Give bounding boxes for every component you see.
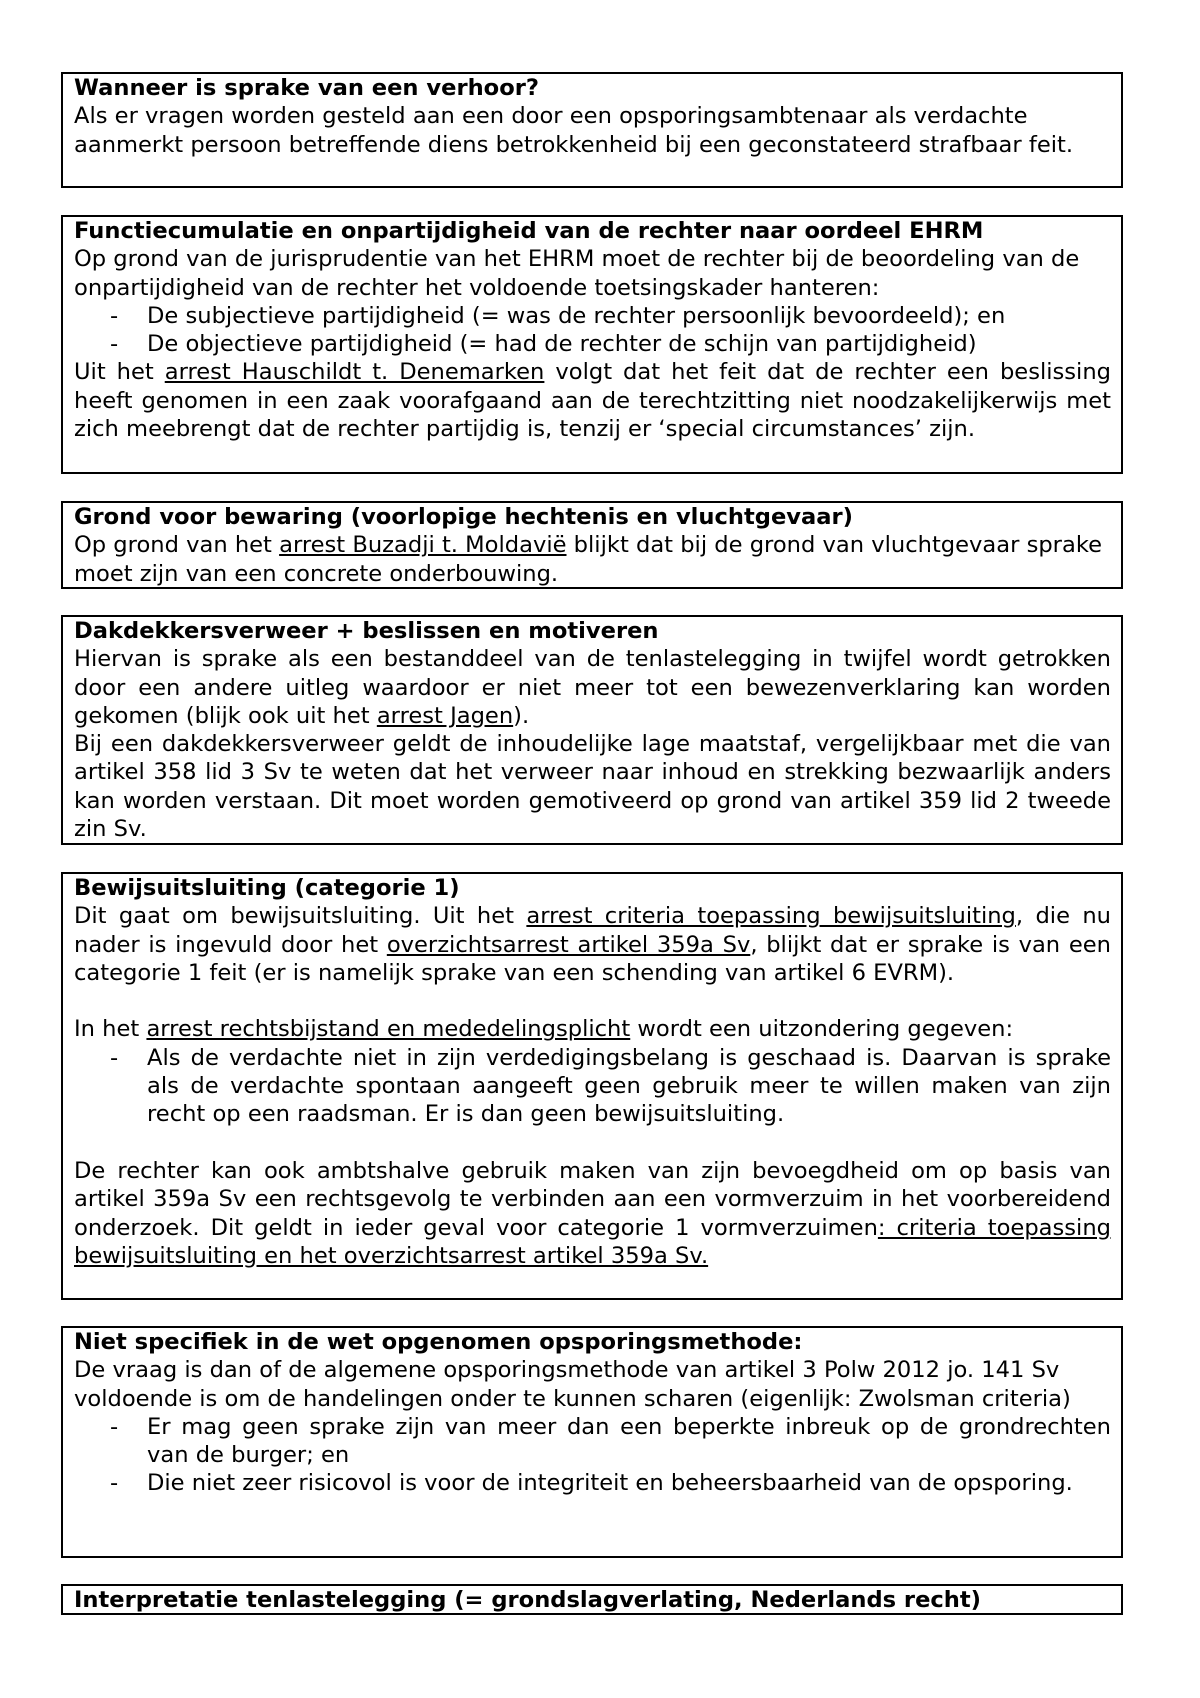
text-span: volgt dat het feit dat de rechter een beslissing heeft genomen in een zaak voorafgaand aan de terechtzitting niet noodzakelijkerwijs met zich meebrengt dat de rechter partijdig is, tenzij er ‘special circumstances’ zijn.: [74, 359, 1111, 443]
section-paragraph: [74, 645, 1111, 730]
list-item: - De subjectieve partijdigheid (= was de rechter persoonlijk bevoordeeld); en: [74, 302, 1111, 330]
section-verhoor: [61, 72, 1123, 188]
list-item: - De objectieve partijdigheid (= had de rechter de schijn van partijdigheid): [74, 330, 1111, 358]
list-item: - Er mag geen sprake zijn van meer dan een beperkte inbreuk op de grondrechten van de burger; en: [74, 1413, 1111, 1470]
section-title: Bewijsuitsluiting (categorie 1): [74, 875, 460, 901]
section-intro: De vraag is dan of de algemene opsporingsmethode van artikel 3 Polw 2012 jo. 141 Sv voldoende is om de handelingen onder te kunnen scharen (eigenlijk: Zwolsman criteria): [74, 1357, 1071, 1412]
text-span: In het: [74, 1016, 147, 1043]
text-span: ).: [513, 702, 530, 729]
section-functiecumulatie: [61, 215, 1123, 474]
text-span: De rechter kan ook ambtshalve gebruik maken van zijn bevoegdheid om op basis van artikel 359a Sv een rechtsgevolg te verbinden aan een vormverzuim in het voorbereidend onderzoek. Dit geldt in ieder geval voor categorie 1 vormverzuimen: [74, 1157, 1111, 1241]
section-paragraph: [74, 358, 1111, 443]
section-paragraph: [74, 1157, 1111, 1270]
text-span: blijkt dat bij de grond van vluchtgevaar sprake moet zijn van een concrete onderbouwing.: [74, 532, 1102, 587]
bullet-list: [74, 302, 1111, 359]
section-opsporingsmethode: [61, 1326, 1123, 1558]
case-reference-link: arrest Hauschildt t. Denemarken: [164, 359, 545, 386]
list-item: - Die niet zeer risicovol is voor de integriteit en beheersbaarheid van de opsporing.: [74, 1469, 1111, 1497]
text-span: , die nu nader is ingevuld door het: [74, 903, 1111, 958]
section-paragraph: [74, 1015, 1111, 1043]
text-span: wordt een uitzondering gegeven:: [630, 1016, 1014, 1043]
section-title: Dakdekkersverweer + beslissen en motiveren: [74, 618, 659, 644]
section-title: Wanneer is sprake van een verhoor?: [74, 75, 539, 101]
case-reference-link: arrest rechtsbijstand en mededelingsplicht: [146, 1016, 631, 1043]
section-title: Interpretatie tenlastelegging (= grondslagverlating, Nederlands recht): [74, 1587, 982, 1613]
text-span: Uit het: [74, 359, 165, 386]
section-text: Als er vragen worden gesteld aan een door een opsporingsambtenaar als verdachte aanmerkt persoon betreffende diens betrokkenheid bij een geconstateerd strafbaar feit.: [74, 103, 1074, 158]
section-dakdekkersverweer: [61, 615, 1123, 845]
section-title: Grond voor bewaring (voorlopige hechtenis en vluchtgevaar): [74, 504, 853, 530]
case-reference-link: arrest criteria toepassing bewijsuitsluiting: [526, 903, 1016, 930]
section-title: Functiecumulatie en onpartijdigheid van de rechter naar oordeel EHRM: [74, 218, 984, 244]
text-span: Hiervan is sprake als een bestanddeel van de tenlastelegging in twijfel wordt getrokken door een andere uitleg waardoor er niet meer tot een bewezenverklaring kan worden gekomen (blijk ook uit het: [74, 646, 1111, 729]
section-paragraph: [74, 531, 1111, 588]
case-reference-link: overzichtsarrest artikel 359a Sv: [386, 931, 751, 958]
section-interpretatie: [61, 1584, 1123, 1615]
section-paragraph: Bij een dakdekkersverweer geldt de inhoudelijke lage maatstaf, vergelijkbaar met die van artikel 358 lid 3 Sv te weten dat het verweer naar inhoud en strekking bezwaarlijk anders kan worden verstaan. Dit moet worden gemotiveerd op grond van artikel 359 lid 2 tweede zin Sv.: [74, 731, 1111, 843]
spacer: [74, 987, 1111, 1015]
section-bewijsuitsluiting: [61, 872, 1123, 1300]
section-title: Niet specifiek in de wet opgenomen opsporingsmethode:: [74, 1329, 803, 1355]
case-reference-link: arrest Jagen: [376, 702, 514, 729]
text-span: , blijkt dat er sprake is van een categorie 1 feit (er is namelijk sprake van een schending van artikel 6 EVRM).: [74, 931, 1111, 986]
text-span: Dit gaat om bewijsuitsluiting. Uit het: [74, 903, 527, 930]
list-item: - Als de verdachte niet in zijn verdedigingsbelang is geschaad is. Daarvan is sprake als de verdachte spontaan aangeeft geen gebruik meer te willen maken van zijn recht op een raadsman. Er is dan geen bewijsuitsluiting.: [74, 1044, 1111, 1129]
bullet-list: [74, 1044, 1111, 1129]
spacer: [74, 1129, 1111, 1157]
case-reference-link: : criteria toepassing bewijsuitsluiting en het overzichtsarrest artikel 359a Sv.: [74, 1214, 1111, 1269]
bullet-list: [74, 1413, 1111, 1498]
text-span: Op grond van het: [74, 532, 280, 559]
section-intro: Op grond van de jurisprudentie van het EHRM moet de rechter bij de beoordeling van de onpartijdigheid van de rechter het voldoende toetsingskader hanteren:: [74, 246, 1080, 301]
section-grond-bewaring: [61, 501, 1123, 589]
section-paragraph: [74, 902, 1111, 987]
case-reference-link: arrest Buzadji t. Moldavië: [279, 532, 567, 559]
